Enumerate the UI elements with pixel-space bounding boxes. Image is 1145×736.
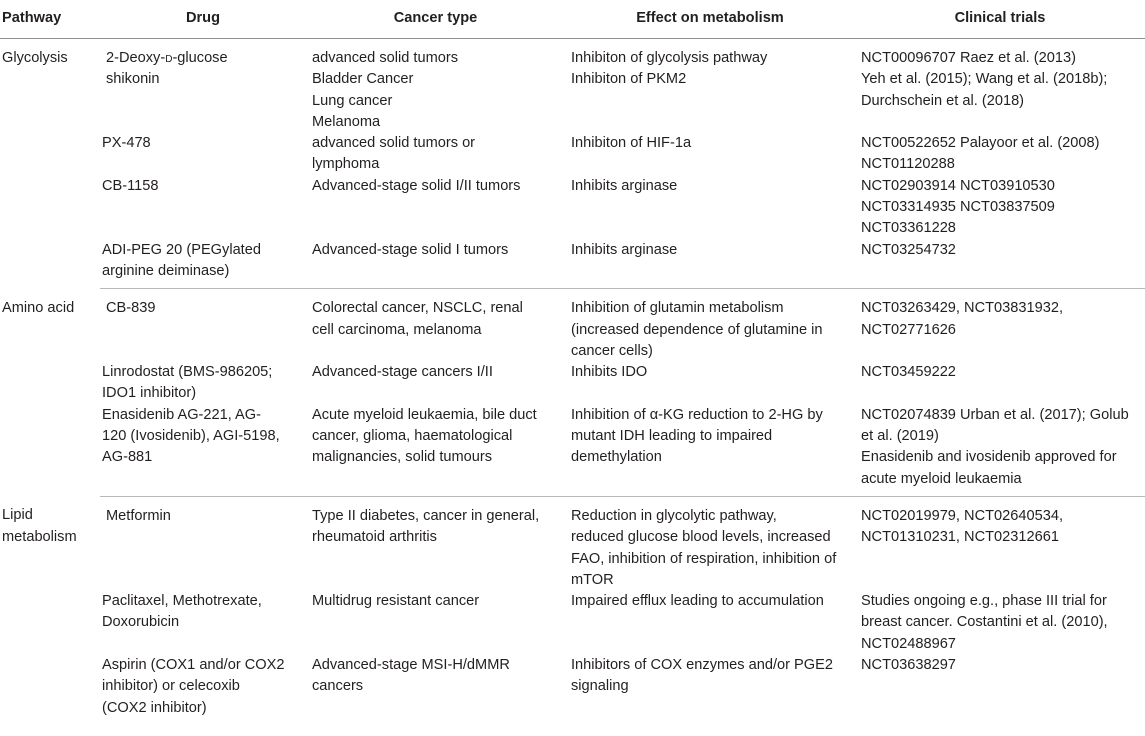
pathway-cell: Amino acid: [2, 299, 75, 316]
effect-cell: Inhibits arginase: [565, 240, 855, 289]
drug-cell: CB-839: [106, 300, 156, 317]
effect-cell: Inhibition of α-KG reduction to 2-HG by mutant IDH leading to impaired demethylation: [565, 405, 855, 497]
cancer-type-cell: Type II diabetes, cancer in general, rheumatoid arthritis: [312, 507, 540, 546]
table-row: [0, 405, 1145, 497]
cancer-type-cell: advanced solid tumors Bladder Cancer Lung cancer Melanoma: [312, 50, 459, 130]
effect-cell: Inhibition of glutamin metabolism (increased dependence of glutamine in cancer cells): [571, 300, 823, 359]
cancer-type-cell: Colorectal cancer, NSCLC, renal cell carcinoma, melanoma: [312, 300, 523, 338]
table-row: [0, 39, 1145, 134]
drug-name-smallcaps: d: [165, 50, 173, 66]
clinical-trials-cell: Studies ongoing e.g., phase III trial for breast cancer. Costantini et al. (2010), NCT02488967: [861, 593, 1108, 652]
table-row: [0, 176, 1145, 240]
clinical-trials-cell: NCT03254732: [855, 240, 1145, 289]
pathway-cell: Glycolysis: [2, 50, 68, 66]
effect-cell: Impaired efflux leading to accumulation: [571, 593, 824, 610]
drug-cell: PX-478: [102, 135, 151, 152]
clinical-trials-cell: NCT02074839 Urban et al. (2017); Golub et al. (2019) Enasidenib and ivosidenib approved for acute myeloid leukaemia: [855, 405, 1145, 497]
cancer-type-cell: Advanced-stage MSI-H/dMMR cancers: [312, 657, 510, 695]
table-row: [0, 362, 1145, 405]
header-effect-on-metabolism: Effect on metabolism: [565, 0, 855, 39]
clinical-trials-cell: NCT02903914 NCT03910530 NCT03314935 NCT03837509 NCT03361228: [861, 177, 1055, 237]
cancer-type-cell: Advanced-stage solid I/II tumors: [312, 177, 521, 194]
drug-cell: Enasidenib AG-221, AG- 120 (Ivosidenib), AGI-5198, AG-881: [100, 405, 306, 497]
table-row: [0, 133, 1145, 176]
header-cancer-type: Cancer type: [306, 0, 565, 39]
cancer-type-cell: Acute myeloid leukaemia, bile duct cancer, glioma, haematological malignancies, solid tumours: [306, 405, 565, 497]
clinical-trials-cell: NCT02019979, NCT02640534, NCT01310231, NCT02312661: [861, 507, 1064, 546]
header-row: [0, 0, 1145, 39]
drug-cell: CB-1158: [102, 177, 159, 194]
table-row: [0, 240, 1145, 289]
drug-cell: [100, 39, 306, 134]
clinical-trials-cell: NCT00522652 Palayoor et al. (2008) NCT01120288: [861, 135, 1100, 173]
clinical-trials-cell: NCT03263429, NCT03831932, NCT02771626: [861, 300, 1064, 338]
table-row: [0, 289, 1145, 362]
table-row: [0, 591, 1145, 655]
drug-cell: Metformin: [106, 507, 171, 524]
drug-name-prefix: 2-Deoxy-: [106, 50, 166, 66]
drug-cell: ADI-PEG 20 (PEGylated arginine deiminase): [100, 240, 306, 289]
effect-cell: Inhibiton of HIF-1a: [571, 135, 692, 152]
drug-name-suffix: -glucose shikonin: [106, 50, 228, 88]
header-drug: Drug: [100, 0, 306, 39]
drug-cell: Linrodostat (BMS-986205; IDO1 inhibitor): [102, 364, 273, 402]
header-clinical-trials: Clinical trials: [855, 0, 1145, 39]
effect-cell: Inhibits IDO: [571, 364, 648, 381]
cancer-type-cell: Multidrug resistant cancer: [312, 593, 480, 610]
drug-cell: Aspirin (COX1 and/or COX2 inhibitor) or celecoxib (COX2 inhibitor): [102, 657, 285, 716]
clinical-trials-cell: NCT03459222: [861, 364, 956, 381]
effect-cell: Inhibits arginase: [571, 177, 678, 194]
table-row: [0, 496, 1145, 591]
cancer-type-cell: advanced solid tumors or lymphoma: [312, 135, 476, 173]
cancer-type-cell: Advanced-stage cancers I/II: [312, 364, 493, 381]
pathway-cell: Lipid metabolism: [2, 507, 77, 545]
effect-cell: Reduction in glycolytic pathway, reduced glucose blood levels, increased FAO, inhibition of respiration, inhibition of mTOR: [571, 507, 837, 588]
table-row: [0, 655, 1145, 725]
clinical-trials-cell: NCT00096707 Raez et al. (2013) Yeh et al. (2015); Wang et al. (2018b); Durchschein et al. (2018): [861, 50, 1108, 109]
cancer-type-cell: Advanced-stage solid I tumors: [306, 240, 565, 289]
effect-cell: Inhibitors of COX enzymes and/or PGE2 signaling: [571, 657, 833, 695]
effect-cell: Inhibiton of glycolysis pathway Inhibiton of PKM2: [571, 50, 768, 88]
header-pathway: Pathway: [0, 0, 100, 39]
clinical-trials-cell: NCT03638297: [861, 657, 956, 674]
drug-cell: Paclitaxel, Methotrexate, Doxorubicin: [102, 593, 262, 631]
